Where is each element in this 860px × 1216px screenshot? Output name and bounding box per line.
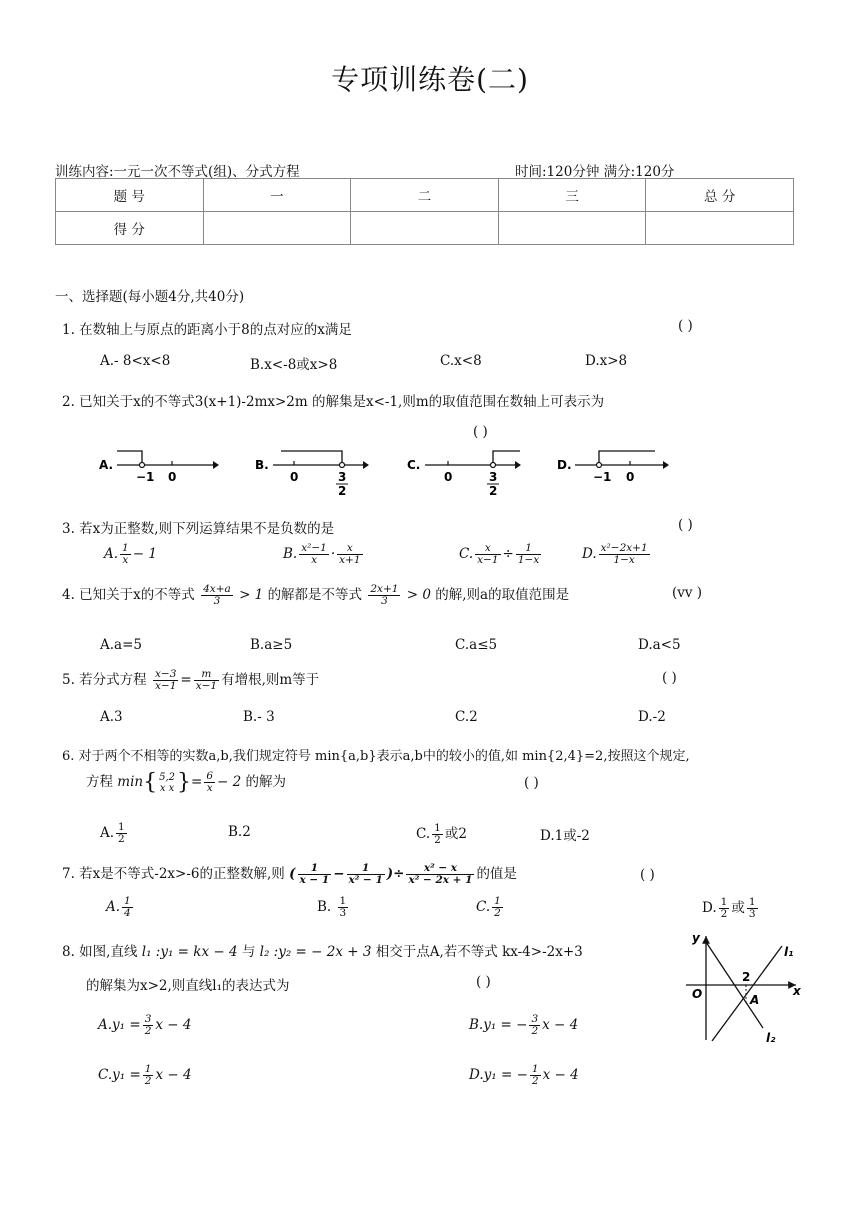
section-heading: 一、选择题(每小题4分,共40分) (55, 289, 245, 305)
fig-l1-label: l₁ (784, 945, 794, 959)
score-cell[interactable] (203, 212, 351, 245)
score-row-label: 得 分 (56, 212, 204, 245)
question-7-stem: 7. 若x是不等式-2x>-6的正整数解,则 ( $\frac{1}{x - 1}$ − $\frac{1}{\text{x² − 1}}$ )÷ $\frac{\text{x² − x}}{\text{x² − 2x + 1}}$ 的值是 (62, 862, 517, 886)
question-6-line1: 6. 对于两个不相等的实数a,b,我们规定符号 min{a,b}表示a,b中的较小的值,如 min{2,4}=2,按照这个规定, (62, 749, 690, 764)
tick-zero: 0 (290, 470, 299, 484)
q3-option-b: B. $\frac{\text{x²−1}}{x}$ · $\frac{x}{x+1}$ (283, 542, 361, 566)
score-table-score-row (56, 212, 794, 245)
line-l1 (712, 946, 782, 1041)
q7-option-a: A. $\frac{1}{4}$ (106, 895, 131, 919)
answer-paren: ( ) (476, 974, 491, 990)
fig-origin-label: O (692, 987, 703, 1001)
q5-option-d: D.-2 (638, 709, 666, 725)
q1-option-b: B.x<-8或x>8 (250, 357, 338, 373)
q8-option-b: B.y₁ = − $\frac{3}{2}$ x − 4 (469, 1013, 579, 1037)
q6-option-d: D.1或-2 (540, 828, 590, 844)
q5-option-c: C.2 (455, 709, 478, 725)
question-4-stem: 4. 已知关于x的不等式 $\frac{4x+a}{3}$ > 1 的解都是不等式 $\frac{2x+1}{3}$ > 0 的解,则a的取值范围是 (62, 583, 570, 607)
tick-two: 2 (489, 484, 498, 496)
q8-option-d: D.y₁ = − $\frac{1}{2}$ x − 4 (469, 1063, 579, 1087)
tick-neg1: −1 (136, 470, 155, 484)
fig-point-a-label: A (750, 993, 760, 1007)
fig-y-label: y (692, 931, 700, 945)
tick-two: 2 (338, 484, 347, 496)
q4-option-a: A.a=5 (100, 637, 142, 653)
fig-two-label: 2 (742, 970, 751, 984)
q2-option-d-label: D. (557, 458, 572, 472)
answer-paren: ( ) (678, 517, 693, 533)
question-6-line2: 方程 min{ 5,2 x x }= $\frac{6}{x}$ − 2 的解为 (86, 770, 287, 795)
answer-paren: (vv ) (672, 585, 703, 601)
q7-option-d: D. $\frac{1}{2}$ 或 $\frac{1}{3}$ (702, 896, 756, 920)
tick-zero: 0 (626, 470, 635, 484)
q6-option-c: C. $\frac{1}{2}$ 或2 (416, 822, 467, 846)
page-title: 专项训练卷(二) (331, 63, 529, 96)
question-8-line2: 的解集为x>2,则直线l₁的表达式为 (86, 978, 290, 994)
tick-zero: 0 (168, 470, 177, 484)
q5-option-b: B.- 3 (243, 709, 275, 725)
tick-zero: 0 (444, 470, 453, 484)
answer-paren: ( ) (678, 318, 693, 334)
training-content: 训练内容:一元一次不等式(组)、分式方程 (55, 164, 300, 180)
q6-option-b: B.2 (228, 824, 251, 840)
answer-paren: ( ) (640, 867, 655, 883)
fig-l2-label: l₂ (766, 1031, 776, 1045)
score-header-cell: 总 分 (646, 179, 794, 212)
q8-figure (678, 928, 808, 1046)
score-table (55, 178, 794, 245)
q3-option-d: D. $\frac{\text{x²−2x+1}}{1-x}$ (582, 542, 648, 566)
q1-option-d: D.x>8 (585, 353, 628, 369)
question-3-stem: 3. 若x为正整数,则下列运算结果不是负数的是 (62, 521, 335, 537)
q4-option-b: B.a≥5 (250, 637, 293, 653)
q2-option-c-label: C. (407, 458, 421, 472)
tick-three: 3 (489, 470, 498, 484)
q3-option-a: A. $\frac{1}{x}$ − 1 (104, 542, 157, 566)
tick-neg1: −1 (593, 470, 612, 484)
fig-x-label: x (793, 984, 801, 998)
q1-option-a: A.- 8<x<8 (100, 353, 171, 369)
q5-option-a: A.3 (100, 709, 123, 725)
question-8-stem: 8. 如图,直线 l₁ :y₁ = kx − 4 与 l₂ :y₂ = − 2x + 3 相交于点A,若不等式 kx-4>-2x+3 (62, 944, 583, 960)
q2-option-a-label: A. (99, 458, 114, 472)
time-score-info: 时间:120分钟 满分:120分 (515, 164, 675, 180)
score-cell[interactable] (646, 212, 794, 245)
question-5-stem: 5. 若分式方程 $\frac{x-3}{x-1}$ = $\frac{m}{x-1}$ 有增根,则m等于 (62, 668, 320, 692)
q8-option-a: A.y₁ = $\frac{3}{2}$ x − 4 (98, 1013, 192, 1037)
q1-option-c: C.x<8 (440, 353, 482, 369)
q3-option-c: C. $\frac{x}{x-1}$ ÷ $\frac{1}{1-x}$ (459, 542, 540, 566)
q2-number-lines (95, 440, 685, 496)
q7-option-c: C. $\frac{1}{2}$ (476, 895, 501, 919)
answer-paren: ( ) (662, 670, 677, 686)
q4-option-d: D.a<5 (638, 637, 681, 653)
q7-option-b: B. $\frac{1}{3}$ (317, 895, 347, 919)
answer-paren: ( ) (524, 775, 539, 791)
q6-option-a: A. $\frac{1}{2}$ (100, 821, 125, 845)
question-1-stem: 1. 在数轴上与原点的距离小于8的点对应的x满足 (62, 322, 352, 338)
score-cell[interactable] (498, 212, 646, 245)
score-header-cell: 二 (351, 179, 499, 212)
q2-option-b-label: B. (255, 458, 269, 472)
score-header-cell: 三 (498, 179, 646, 212)
score-header-cell: 题 号 (56, 179, 204, 212)
question-2-stem: 2. 已知关于x的不等式3(x+1)-2mx>2m 的解集是x<-1,则m的取值范围在数轴上可表示为 (62, 394, 605, 410)
q8-option-c: C.y₁ = $\frac{1}{2}$ x − 4 (98, 1063, 192, 1087)
q4-option-c: C.a≤5 (455, 637, 498, 653)
score-cell[interactable] (351, 212, 499, 245)
score-table-header-row (56, 179, 794, 212)
answer-paren: ( ) (473, 424, 488, 440)
score-header-cell: 一 (203, 179, 351, 212)
tick-three: 3 (338, 470, 347, 484)
